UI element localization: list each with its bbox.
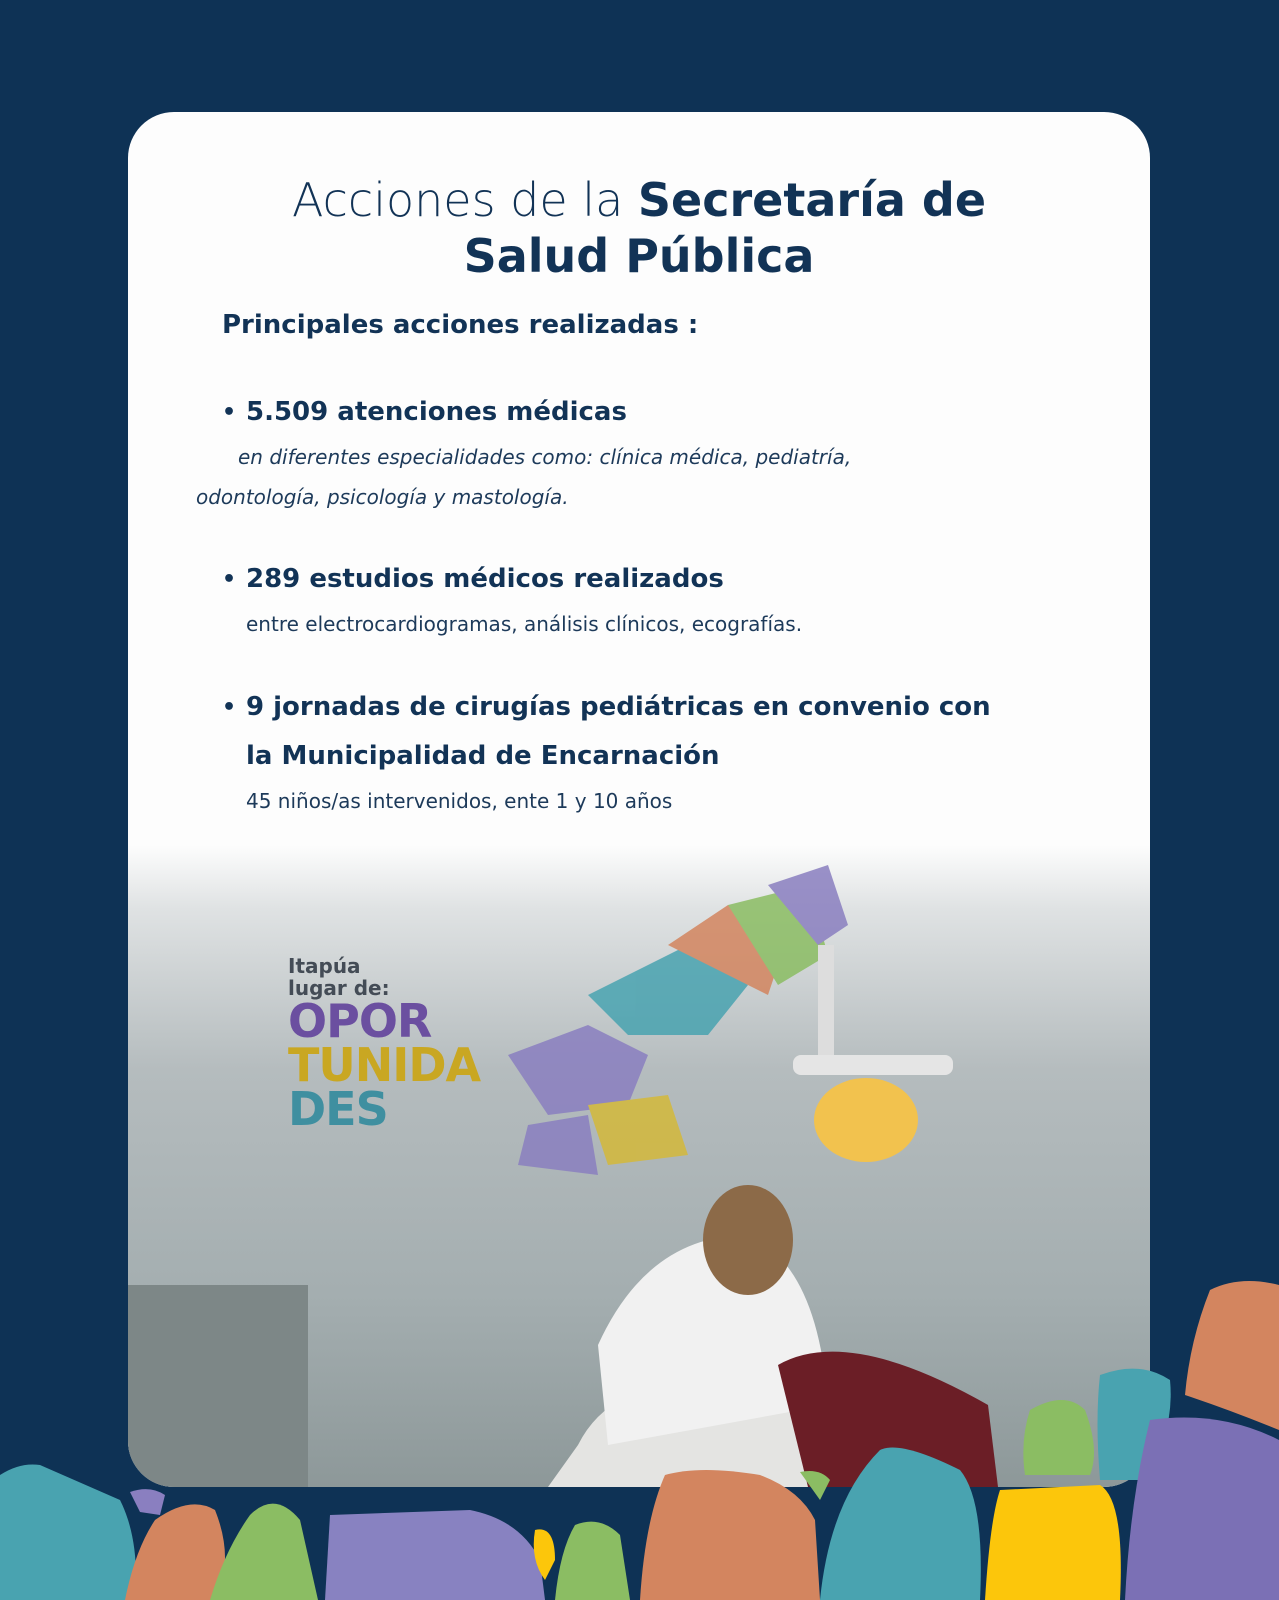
title-bold-1: Secretaría de: [637, 173, 987, 227]
bullet-icon: •: [222, 567, 237, 592]
bullet-icon: •: [222, 400, 237, 425]
item-head: 9 jornadas de cirugías pediátricas en convenio con: [246, 692, 991, 722]
wall-text: Itapúa: [288, 954, 361, 978]
item-desc: entre electrocardiogramas, análisis clínicos, ecografías.: [246, 612, 803, 636]
item-head: 5.509 atenciones médicas: [246, 397, 627, 427]
wall-text: DES: [288, 1082, 388, 1136]
title-bold-2: Salud Pública: [463, 229, 815, 283]
wall-text: TUNIDA: [288, 1038, 481, 1092]
item-head: 289 estudios médicos realizados: [246, 564, 724, 594]
item-desc: en diferentes especialidades como: clínica médica, pediatría,: [238, 445, 852, 469]
wall-text: lugar de:: [288, 976, 390, 1000]
item-head: la Municipalidad de Encarnación: [246, 741, 720, 771]
wall-text: OPOR: [288, 994, 432, 1048]
bullet-icon: •: [222, 695, 237, 720]
title-light: Acciones de la: [291, 173, 638, 227]
item-desc: odontología, psicología y mastología.: [196, 485, 569, 509]
section-subtitle: Principales acciones realizadas :: [222, 310, 699, 340]
item-desc: 45 niños/as intervenidos, ente 1 y 10 años: [246, 789, 673, 813]
